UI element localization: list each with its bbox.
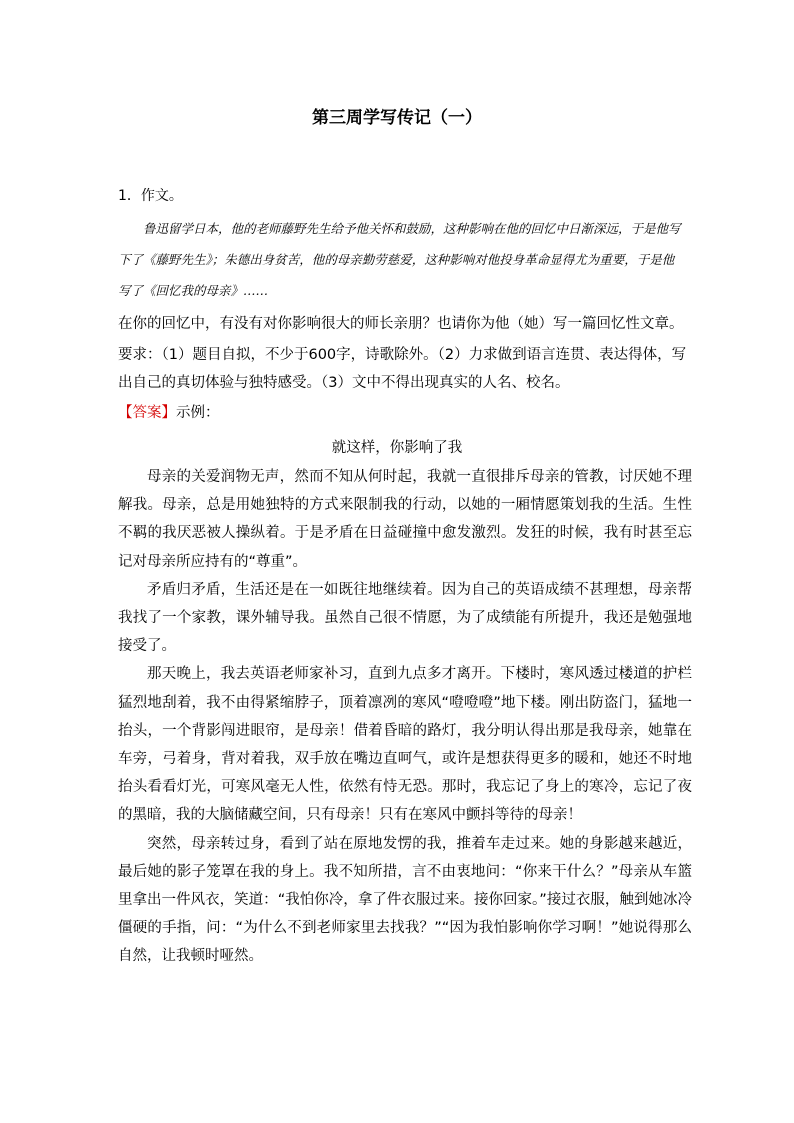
answer-tag: 【答案】 [118,405,176,421]
page-title: 第三周学写传记（一） [312,108,482,128]
answer-label: 示例： [176,405,220,421]
question-requirements: 要求：（1）题目自拟，不少于600字，诗歌除外。（2）力求做到语言连贯、表达得体，写出自己的真切体验与独特感受。（3）文中不得出现真实的人名、校名。 [118,347,687,391]
essay-body [118,463,692,971]
essay-paragraph: 那天晚上，我去英语老师家补习，直到九点多才离开。下楼时，寒风透过楼道的护栏猛烈地刮着，我不由得紧缩脖子，顶着凛冽的寒风“噔噔噔”地下楼。刚出防盗门，猛地一抬头，一个背影闯进眼帘，是母亲！借着昏暗的路灯，我分明认得出那是我母亲，她靠在车旁，弓着身，背对着我，双手放在嘴边直呵气，或许是想获得更多的暖和，她还不时地抬头看看灯光，可寒风毫无人性，依然有恃无恐。那时，我忘记了身上的寒冷，忘记了夜的黑暗，我的大脑储藏空间，只有母亲！只有在寒风中颤抖等待的母亲！ [118,666,692,824]
essay-paragraph: 母亲的关爱润物无声，然而不知从何时起，我就一直很排斥母亲的管教，讨厌她不理解我。母亲，总是用她独特的方式来限制我的行动，以她的一厢情愿策划我的生活。生性不羁的我厌恶被人操纵着。于是矛盾在日益碰撞中愈发激烈。发狂的时候，我有时甚至忘记对母亲所应持有的“尊重”。 [118,469,692,570]
essay-paragraph: 突然，母亲转过身，看到了站在原地发愣的我，推着车走过来。她的身影越来越近，最后她的影子笼罩在我的身上。我不知所措，言不由衷地问：“你来干什么？”母亲从车篮里拿出一件风衣，笑道：“我怕你冷，拿了件衣服过来。接你回家。”接过衣服，触到她冰冷僵硬的手指，问：“为什么不到老师家里去找我？”“因为我怕影响你学习啊！”她说得那么自然，让我顿时哑然。 [118,835,692,965]
essay-paragraph: 矛盾归矛盾，生活还是在一如既往地继续着。因为自己的英语成绩不甚理想，母亲帮我找了一个家教，课外辅导我。虽然自己很不情愿，为了成绩能有所提升，我还是勉强地接受了。 [118,581,692,655]
answer-heading [118,401,220,422]
essay-title: 就这样，你影响了我 [331,440,463,456]
question-number: 1．作文。 [118,188,183,204]
question-prompt: 鲁迅留学日本，他的老师藤野先生给予他关怀和鼓励，这种影响在他的回忆中日渐深远，于是他写下了《藤野先生》；朱德出身贫苦，他的母亲勤劳慈爱，这种影响对他投身革命显得尤为重要，于是他写了《回忆我的母亲》…… [118,221,681,298]
question-task: 在你的回忆中，有没有对你影响很大的师长亲朋？也请你为他（她）写一篇回忆性文章。 [118,316,684,332]
